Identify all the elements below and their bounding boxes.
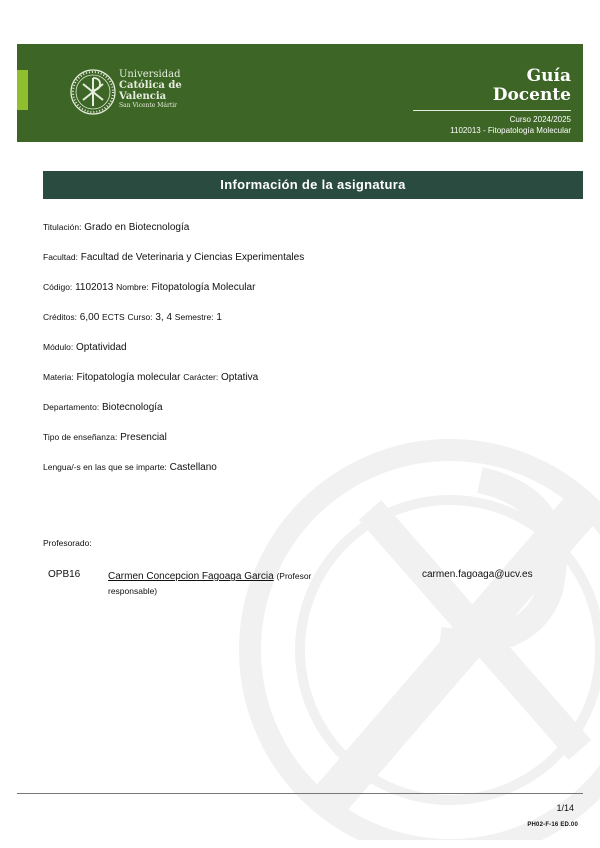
info-departamento <box>43 402 163 413</box>
university-name-line: Católica de <box>119 80 182 91</box>
materia-label: Materia: <box>43 372 74 382</box>
lengua-label: Lengua/-s en las que se imparte: <box>43 462 167 472</box>
info-facultad <box>43 252 304 263</box>
tipo-label: Tipo de enseñanza: <box>43 432 118 442</box>
guide-title-line-2: Docente <box>492 85 571 105</box>
info-titulacion <box>43 222 189 233</box>
seal-watermark-icon <box>220 420 600 840</box>
university-subtitle: San Vicente Mártir <box>119 102 178 109</box>
semestre-label: Semestre: <box>174 312 214 322</box>
university-seal-icon <box>69 68 117 116</box>
professor-email: carmen.fagoaga@ucv.es <box>422 569 533 580</box>
facultad-label: Facultad: <box>43 252 78 262</box>
guide-title-line-1: Guía <box>526 66 571 86</box>
semestre-value: 1 <box>216 312 222 323</box>
tipo-value: Presencial <box>120 432 167 443</box>
header-divider <box>413 110 571 111</box>
university-name-line: Valencia <box>119 91 167 102</box>
document-header <box>17 44 583 142</box>
codigo-value: 1102013 <box>75 282 114 293</box>
info-materia <box>43 372 258 383</box>
academic-year: Curso 2024/2025 <box>509 115 571 124</box>
footer-divider <box>17 793 583 794</box>
course-code-name: 1102013 - Fitopatología Molecular <box>450 126 571 135</box>
departamento-label: Departamento: <box>43 402 100 412</box>
facultad-value: Facultad de Veterinaria y Ciencias Experimentales <box>80 252 305 263</box>
profesorado-heading: Profesorado: <box>43 538 92 548</box>
creditos-label: Créditos: <box>43 312 78 322</box>
departamento-value: Biotecnología <box>102 402 163 413</box>
info-lengua <box>43 462 217 473</box>
caracter-label: Carácter: <box>183 372 219 382</box>
creditos-value: 6,00 <box>79 312 100 323</box>
materia-value: Fitopatología molecular <box>76 372 181 383</box>
caracter-value: Optativa <box>220 372 259 383</box>
lengua-value: Castellano <box>169 462 217 473</box>
titulacion-value: Grado en Biotecnología <box>84 222 190 233</box>
professor-code: OPB16 <box>48 569 81 580</box>
curso-value: 3, 4 <box>155 312 173 323</box>
info-modulo <box>43 342 127 353</box>
modulo-label: Módulo: <box>43 342 74 352</box>
info-codigo <box>43 282 255 293</box>
ects-label: ECTS <box>102 312 125 322</box>
modulo-value: Optatividad <box>76 342 127 353</box>
professor-name-link[interactable]: Carmen Concepcion Fagoaga Garcia <box>108 571 274 582</box>
accent-stripe <box>17 70 28 110</box>
section-title: Información de la asignatura <box>43 171 583 199</box>
titulacion-label: Titulación: <box>43 222 82 232</box>
university-name-line: Universidad <box>119 69 181 80</box>
codigo-label: Código: <box>43 282 73 292</box>
info-tipo-ensenanza <box>43 432 167 443</box>
professor-role: (Profesor responsable) <box>108 571 312 596</box>
professor-entry <box>108 569 348 599</box>
nombre-label: Nombre: <box>116 282 149 292</box>
university-name <box>119 69 182 110</box>
nombre-value: Fitopatología Molecular <box>151 282 256 293</box>
curso-label: Curso: <box>127 312 153 322</box>
page-number: 1/14 <box>556 803 574 813</box>
info-creditos <box>43 312 222 323</box>
document-code: PH02-F-16 ED.00 <box>527 822 578 828</box>
guide-title <box>493 67 571 105</box>
